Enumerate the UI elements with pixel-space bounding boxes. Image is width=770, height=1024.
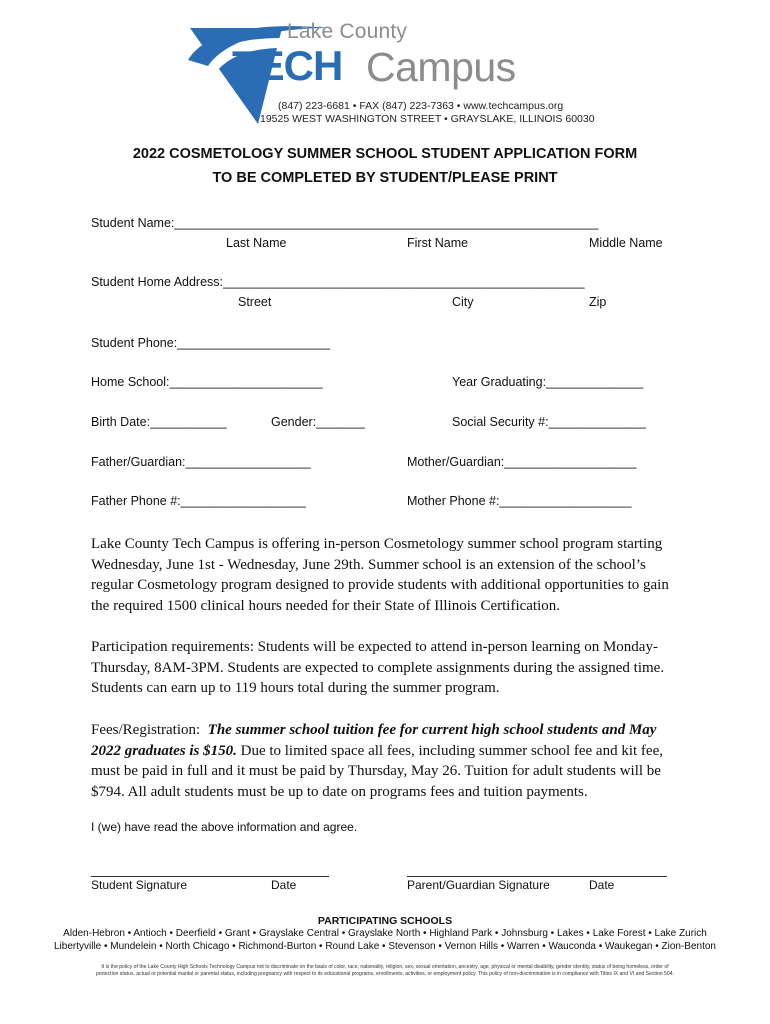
student-phone-field[interactable]: Student Phone:______________________	[91, 336, 331, 350]
first-name-label: First Name	[407, 236, 469, 250]
fees-label: Fees/Registration:	[91, 722, 201, 738]
home-school-field[interactable]: Home School:______________________	[91, 375, 323, 389]
city-label: City	[452, 295, 474, 309]
home-address-field[interactable]: Student Home Address:____________________________________________________	[91, 275, 585, 289]
logo-campus: Campus	[366, 44, 516, 90]
form-title: 2022 COSMETOLOGY SUMMER SCHOOL STUDENT APPLICATION FORM	[132, 146, 638, 162]
father-phone-field[interactable]: Father Phone #:__________________	[91, 494, 306, 508]
date-label-1: Date	[271, 878, 297, 892]
student-name-field[interactable]: Student Name:_____________________________________________________________	[91, 216, 599, 230]
fees-bold-text: The summer school tuition fee for current high school students and May 2022 graduates is $150.	[91, 722, 657, 759]
contact-line: (847) 223-6681 • FAX (847) 223-7363 • www.techcampus.org	[278, 100, 564, 112]
schools-line-2: Libertyville • Mundelein • North Chicago • Richmond-Burton • Round Lake • Stevenson • Vernon Hills • Warren • Wauconda • Waukegan • Zion-Benton	[53, 941, 716, 952]
fees-paragraph	[91, 720, 681, 803]
mother-phone-field[interactable]: Mother Phone #:___________________	[407, 494, 632, 508]
participation-requirements: Participation requirements: Students will be expected to attend in-person learning on Monday-Thursday, 8AM-3PM. Students are expected to complete assignments during the assigned time. Students can earn up to 119 hours total during the summer program.	[91, 639, 665, 697]
schools-heading: PARTICIPATING SCHOOLS	[317, 915, 453, 927]
logo-tech: TECH	[232, 42, 343, 89]
parent-signature-line[interactable]	[407, 876, 667, 877]
ssn-field[interactable]: Social Security #:______________	[452, 415, 646, 429]
street-label: Street	[238, 295, 272, 309]
policy-line-2: protection status, actual or potential marital or parental status, including pregnancy with respect to its educational programs, enrollments, activities, or employment policy. This policy of non-discrimination is in compliance with Titles IX and VI and Section 504.	[96, 971, 674, 977]
middle-name-label: Middle Name	[589, 236, 663, 250]
zip-label: Zip	[589, 295, 607, 309]
student-signature-label: Student Signature	[91, 878, 188, 892]
parent-signature-label: Parent/Guardian Signature	[407, 878, 550, 892]
birth-date-field[interactable]: Birth Date:___________	[91, 415, 227, 429]
policy-line-1: It is the policy of the Lake County High Schools Technology Campus not to discriminate on the basis of color, race, nationality, religion, sex, sexual orientation, ancestry, age, physical or mental disability, gender identity, status of being homeless, order of	[101, 964, 669, 970]
form-subtitle: TO BE COMPLETED BY STUDENT/PLEASE PRINT	[212, 170, 558, 186]
fees-rest-text: Due to limited space all fees, including summer school fee and kit fee, must be paid in full and it must be paid by Thursday, May 26. Tuition for adult students will be $794. All adult students must be up to date on programs fees and tuition payments.	[91, 742, 663, 801]
mother-guardian-field[interactable]: Mother/Guardian:___________________	[407, 455, 637, 469]
gender-field[interactable]: Gender:_______	[271, 415, 365, 429]
year-graduating-field[interactable]: Year Graduating:______________	[452, 375, 644, 389]
agree-statement: I (we) have read the above information and agree.	[91, 820, 358, 834]
schools-line-1: Alden-Hebron • Antioch • Deerfield • Grant • Grayslake Central • Grayslake North • Highland Park • Johnsburg • Lakes • Lake Forest • Lake Zurich	[63, 928, 707, 939]
address-line: 19525 WEST WASHINGTON STREET • GRAYSLAKE, ILLINOIS 60030	[260, 113, 595, 125]
date-label-2: Date	[589, 878, 615, 892]
program-description: Lake County Tech Campus is offering in-person Cosmetology summer school program starting Wednesday, June 1st - Wednesday, June 29th. Summer school is an extension of the school’s regular Cosmetology program designed to provide students with additional opportunities to gain the required 1500 clinical hours needed for their State of Illinois Certification.	[91, 536, 669, 615]
last-name-label: Last Name	[226, 236, 287, 250]
logo-lake-county: Lake County	[287, 20, 408, 43]
father-guardian-field[interactable]: Father/Guardian:__________________	[91, 455, 311, 469]
student-signature-line[interactable]	[91, 876, 329, 877]
